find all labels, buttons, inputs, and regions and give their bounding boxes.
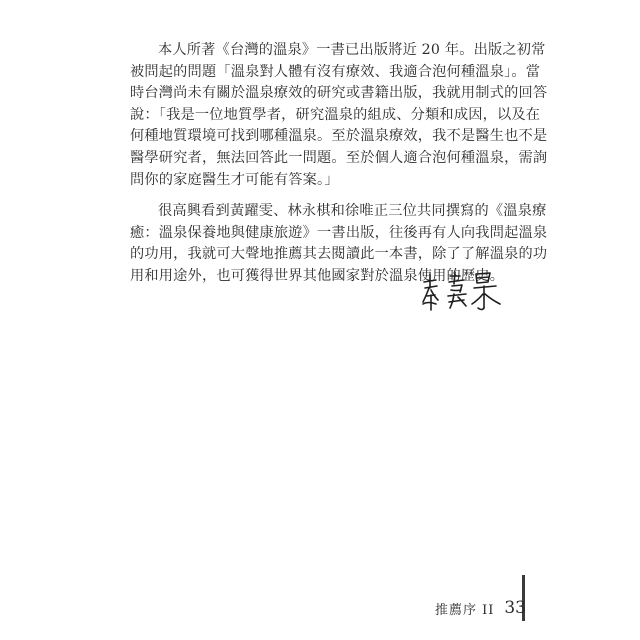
text-line: 何種地質環境可找到哪種溫泉。至於溫泉療效，我不是醫生也不是 [130, 128, 548, 145]
text-line: 時台灣尚未有關於溫泉療效的研究或書籍出版，我就用制式的回答 [130, 85, 548, 102]
text-line: 很高興看到黃躍雯、林永棋和徐唯正三位共同撰寫的《溫泉療 [158, 203, 547, 220]
page-footer [435, 598, 526, 618]
handwritten-signature [420, 268, 504, 316]
text-line: 用和用途外，也可獲得世界其他國家對於溫泉使用的歷史。 [130, 267, 505, 284]
text-line: 說：「我是一位地質學者，研究溫泉的組成、分類和成因，以及在 [130, 106, 541, 123]
text-line: 問你的家庭醫生才可能有答案。」 [130, 171, 339, 188]
text-line: 癒：溫泉保養地與健康旅遊》一書出版，往後再有人向我問起溫泉 [130, 224, 548, 241]
section-label: 推薦序 II [434, 602, 495, 618]
text-line: 被問起的問題「溫泉對人體有沒有療效、我適合泡何種溫泉」。當 [130, 63, 541, 80]
page-number: 33 [504, 598, 526, 618]
paragraph-1 [130, 40, 548, 191]
text-line: 醫學研究者，無法回答此一問題。至於個人適合泡何種溫泉，需詢 [130, 149, 548, 166]
text-line: 的功用，我就可大聲地推薦其去閱讀此一本書，除了了解溫泉的功 [130, 246, 548, 263]
preface-text [130, 40, 548, 288]
text-line: 本人所著《台灣的溫泉》一書已出版將近 20 年。出版之初常 [158, 42, 546, 58]
